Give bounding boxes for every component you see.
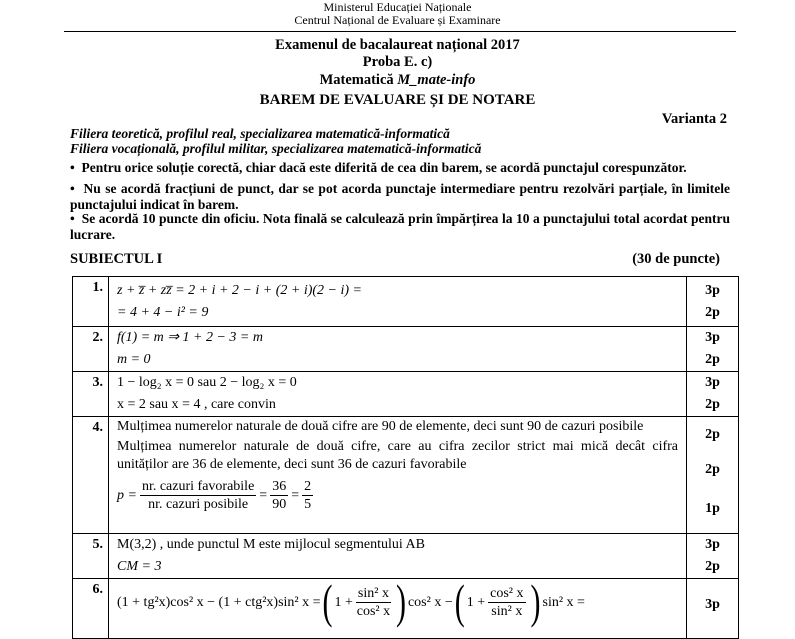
item-number: 3.: [73, 372, 109, 417]
fraction-numerator: 2: [304, 479, 312, 494]
formula-part: 1 +: [334, 594, 353, 610]
fraction-denominator: 90: [272, 497, 287, 512]
rule-text: Nu se acordă fracțiuni de punct, dar se pot acorda punctaje intermediare pentru rezolvări parțiale, în limitele punctajului indicat în barem.: [70, 181, 730, 212]
variant-label: Varianta 2: [661, 111, 727, 127]
table-row: [73, 372, 739, 417]
formula-part: sin² x =: [542, 594, 585, 610]
table-row: [73, 417, 739, 534]
points: 2p: [705, 397, 720, 412]
item-number: 4.: [73, 417, 109, 534]
ministry-header: Ministerul Educației Naționale: [323, 0, 472, 14]
section-points: (30 de puncte): [632, 251, 720, 267]
center-header: Centrul Național de Evaluare și Examinare: [294, 13, 501, 27]
solution-line: CM = 3: [117, 559, 162, 574]
rule-3: • Se acordă 10 puncte din oficiu. Nota finală se calculează prin împărțirea la 10 a punctajului total acordat pentru lucrare.: [70, 211, 730, 242]
fraction-denominator: sin² x: [491, 604, 523, 619]
rule-1: • Pentru orice soluție corectă, chiar dacă este diferită de cea din barem, se acordă punctajul corespunzător.: [70, 160, 687, 175]
formula-part: 1 +: [466, 594, 486, 610]
barem-title: BAREM DE EVALUARE ȘI DE NOTARE: [259, 92, 536, 108]
fraction-denominator: 5: [304, 497, 312, 512]
points: 3p: [705, 597, 720, 612]
solution-line: Mulțimea numerelor naturale de două cifre are 90 de elemente, deci sunt 90 de cazuri posibile: [117, 419, 644, 434]
solution-line: 1 − log₂ x = 0 sau 2 − log₂ x = 0: [117, 375, 297, 390]
fraction-numerator: sin² x: [357, 586, 389, 601]
item-number: 1.: [73, 277, 109, 327]
grading-table: [72, 276, 739, 639]
table-row: [73, 579, 739, 639]
points: 2p: [705, 427, 720, 442]
rule-text: Se acordă 10 puncte din oficiu. Nota finală se calculează prin împărțirea la 10 a punctajului total acordat pentru lucrare.: [70, 211, 730, 242]
points: 2p: [705, 352, 720, 367]
points: 3p: [705, 283, 720, 298]
points: 3p: [705, 375, 720, 390]
table-row: [73, 534, 739, 579]
item-number: 6.: [73, 579, 109, 639]
section-title: SUBIECTUL I: [70, 251, 163, 267]
proba-title: Proba E. c): [362, 54, 433, 70]
points: 2p: [705, 305, 720, 320]
subject-title: [0, 72, 795, 89]
formula-part: (1 + tg²x)cos² x − (1 + ctg²x)sin² x =: [117, 594, 321, 610]
item-number: 5.: [73, 534, 109, 579]
table-row: [73, 277, 739, 327]
points: 2p: [705, 559, 720, 574]
solution-line: x = 2 sau x = 4 , care convin: [117, 397, 276, 412]
solution-line: f(1) = m ⇒ 1 + 2 − 3 = m: [117, 330, 263, 345]
fraction-numerator: 36: [272, 479, 287, 494]
trig-formula: (1 + tg²x)cos² x − (1 + ctg²x)sin² x = ( 1 + $\frac{\text{sin² x}}{\text{cos² x}}$ ) cos² x − ( 1 + $\frac{\text{cos² x}}{\text{sin² x}}$ ) sin² x =: [117, 575, 585, 629]
fraction-numerator: cos² x: [490, 586, 524, 601]
solution-line: M(3,2) , unde punctul M este mijlocul segmentului AB: [117, 537, 425, 552]
points: 3p: [705, 537, 720, 552]
table-row: [73, 327, 739, 372]
item-number: 2.: [73, 327, 109, 372]
rule-text: Pentru orice soluție corectă, chiar dacă este diferită de cea din barem, se acordă punctajul corespunzător.: [81, 160, 687, 175]
points: 2p: [705, 462, 720, 477]
exam-title: Examenul de bacalaureat național 2017: [275, 37, 520, 53]
solution-line: Mulțimea numerelor naturale de două cifre, care au cifra zecilor strict mai mică decât cifra unităților are 36 de elemente, deci sunt 36 de cazuri favorabile: [117, 439, 678, 472]
subject-prefix: Matematică: [319, 72, 394, 88]
filiera-2: Filiera vocațională, profilul militar, specializarea matematică-informatică: [70, 141, 482, 156]
points: 3p: [705, 330, 720, 345]
header-divider: [64, 31, 736, 32]
formula-part: cos² x −: [407, 594, 453, 610]
fraction-numerator: nr. cazuri favorabile: [141, 479, 255, 494]
formula-lhs: p =: [117, 487, 137, 503]
rule-2: • Nu se acordă fracțiuni de punct, dar se pot acorda punctaje intermediare pentru rezolvări parțiale, în limitele punctajului indicat în barem.: [70, 181, 730, 212]
points: 1p: [705, 501, 720, 516]
subject-code: M_mate-info: [397, 72, 476, 88]
solution-line: z + z̅ + zz̅ = 2 + i + 2 − i + (2 + i)(2 − i) =: [117, 283, 362, 298]
solution-line: = 4 + 4 − i² = 9: [117, 305, 209, 320]
probability-formula: p = $\frac{\text{nr. cazuri favorabile}}{\text{nr. cazuri posibile}}$ = $\frac{36}{90}$ = $\frac{2}{5}$: [117, 479, 312, 512]
filiera-1: Filiera teoretică, profilul real, specializarea matematică-informatică: [70, 126, 450, 141]
fraction-denominator: cos² x: [356, 604, 391, 619]
fraction-denominator: nr. cazuri posibile: [148, 497, 249, 512]
solution-line: m = 0: [117, 352, 151, 367]
